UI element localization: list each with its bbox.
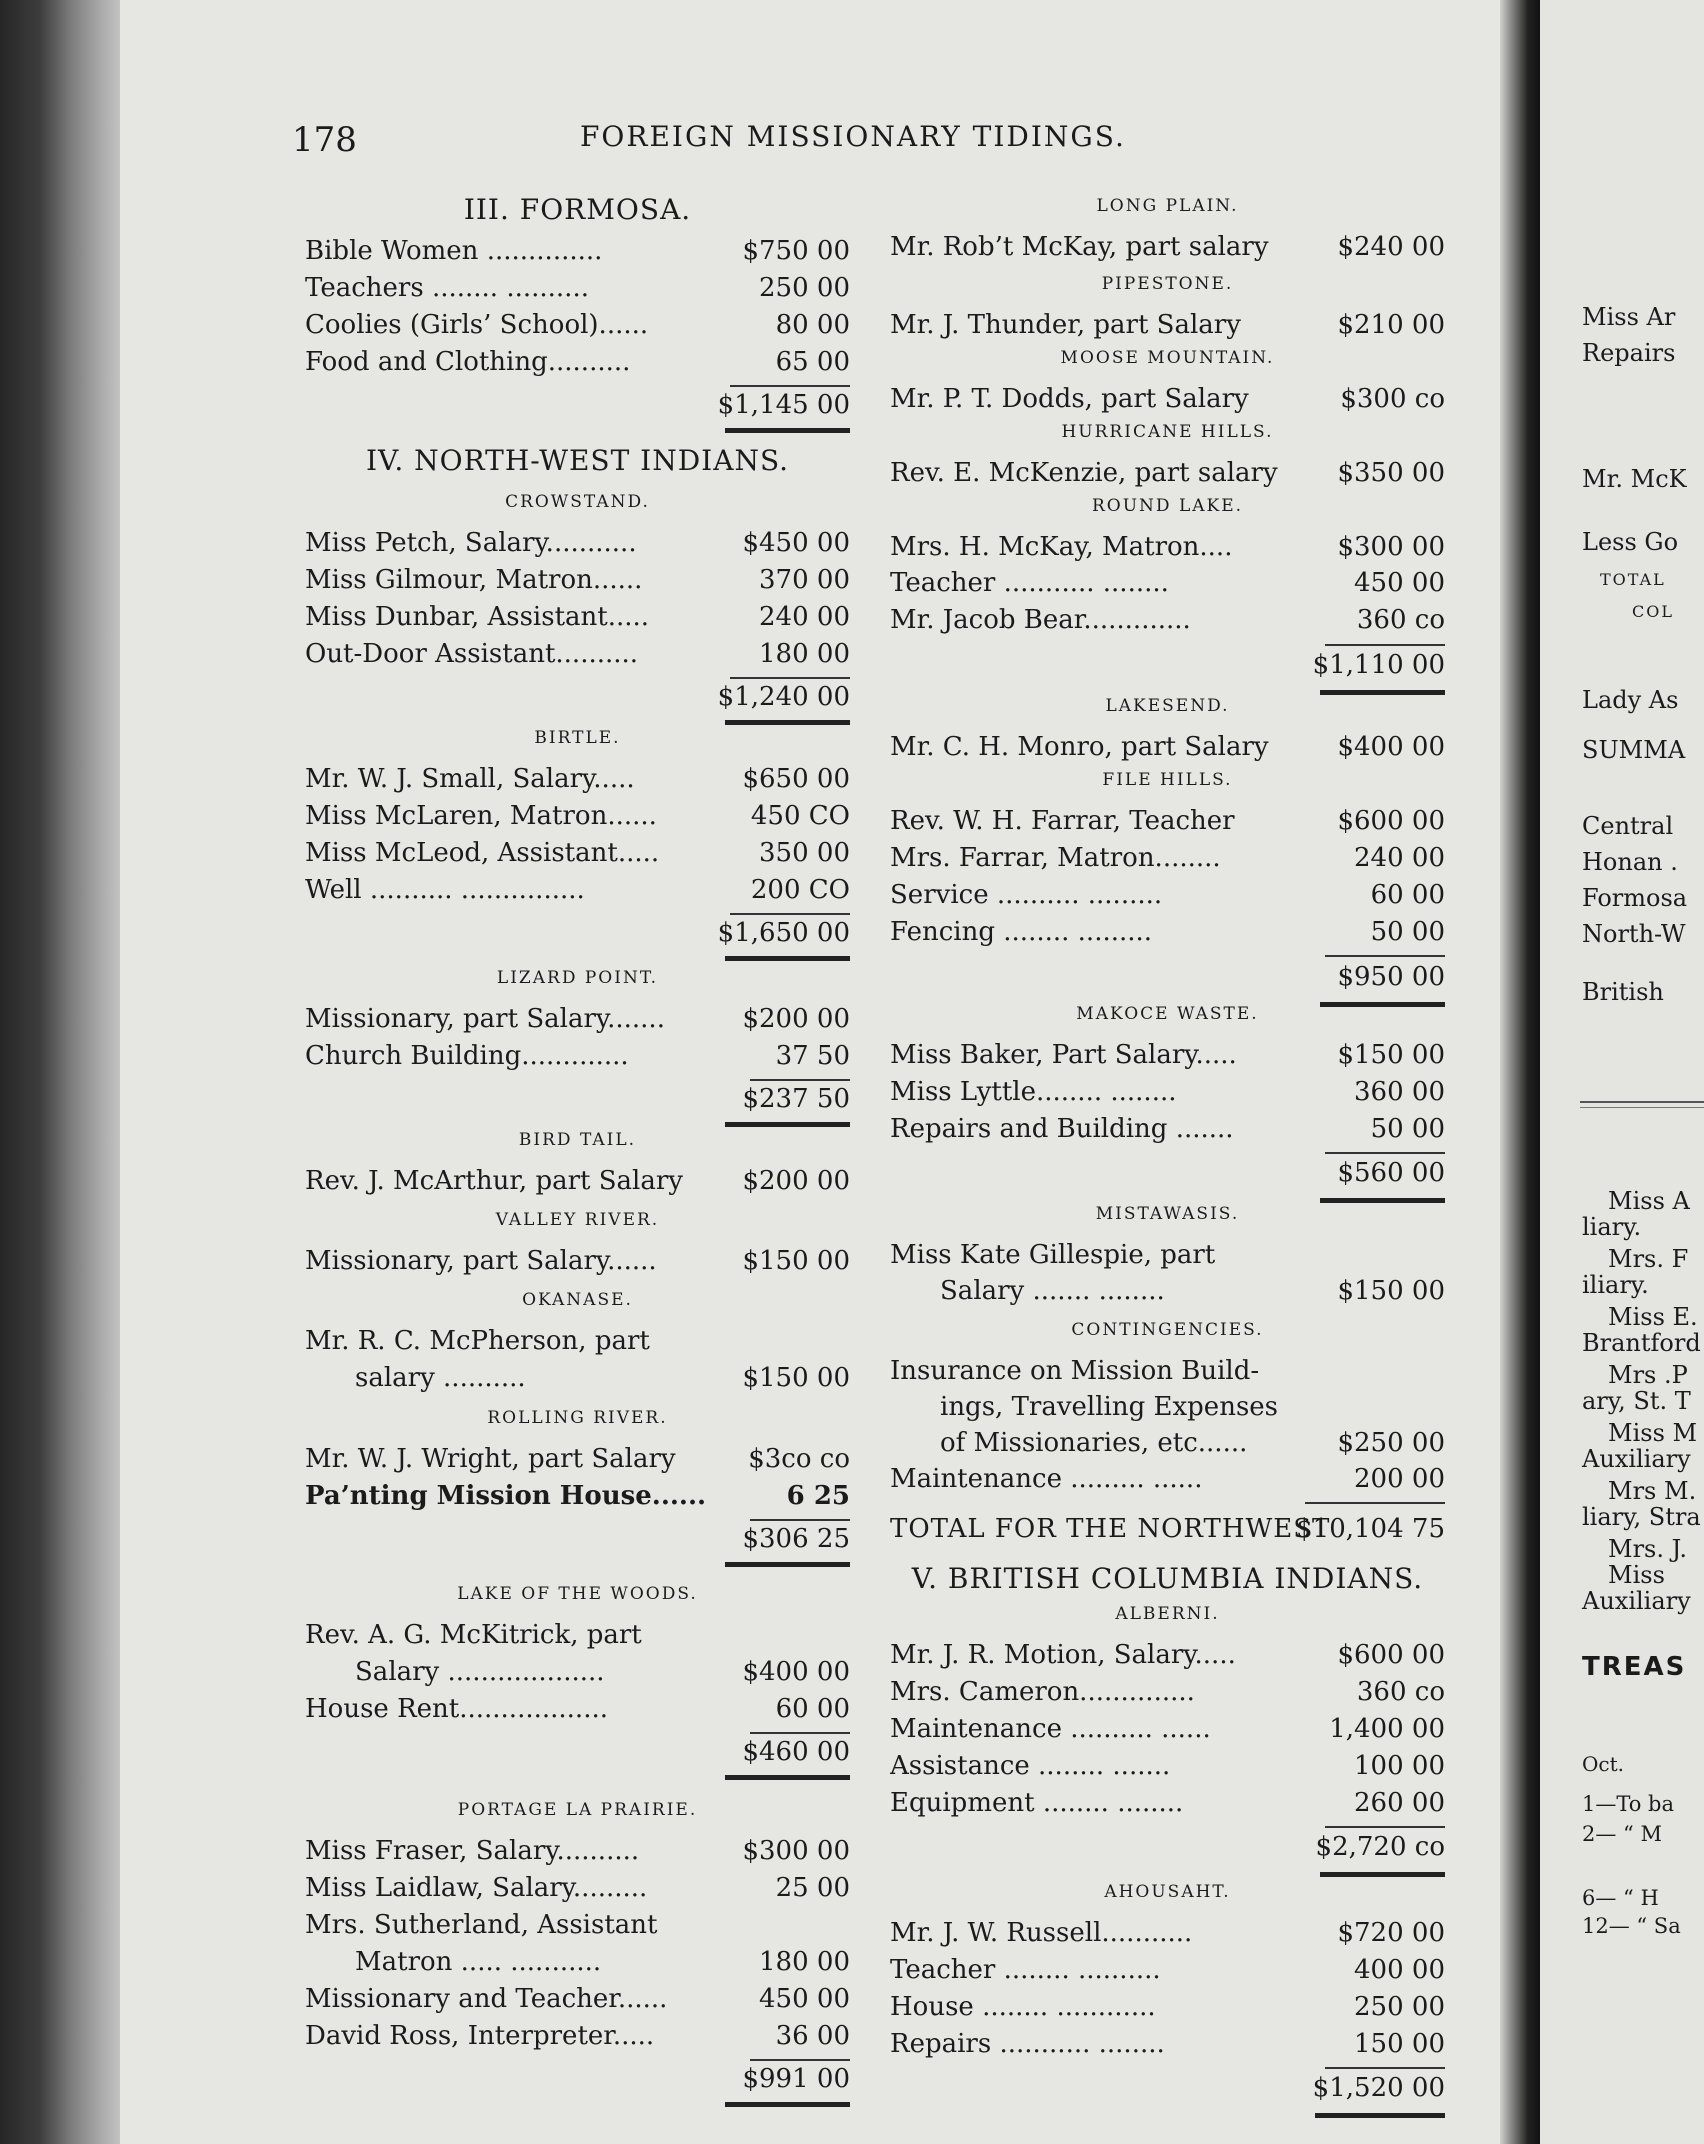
total-bar — [1315, 2113, 1445, 2118]
ledger-row: Missionary and Teacher...... 450 00 — [305, 1984, 850, 2014]
divider — [1580, 1107, 1704, 1108]
fragment: liary, Stra — [1582, 1503, 1701, 1531]
fragment: Less Go — [1582, 528, 1679, 556]
subtotal-rule — [750, 1079, 850, 1081]
fragment: Miss E. — [1608, 1303, 1698, 1331]
station-name: LAKE OF THE WOODS. — [457, 1584, 698, 1604]
ledger-row: Pa’nting Mission House...... 6 25 — [305, 1481, 850, 1511]
station-name: OKANASE. — [522, 1290, 633, 1310]
ledger-row: Out-Door Assistant.......... 180 00 — [305, 639, 850, 669]
page-number: 178 — [292, 120, 357, 160]
ledger-row: Mrs. H. McKay, Matron.... $300 00 — [890, 532, 1445, 562]
station-name: CROWSTAND. — [505, 492, 650, 512]
ledger-row: Mr. W. J. Small, Salary..... $650 00 — [305, 764, 850, 794]
fragment: iliary. — [1582, 1271, 1649, 1299]
ledger-row: Repairs ........... ........ 150 00 — [890, 2029, 1445, 2059]
station-name: CONTINGENCIES. — [1071, 1320, 1264, 1340]
station-name: ALBERNI. — [1115, 1604, 1220, 1624]
ledger-row: David Ross, Interpreter..... 36 00 — [305, 2021, 850, 2051]
ledger-row: Mrs. Sutherland, Assistant — [305, 1910, 658, 1940]
station-name: LONG PLAIN. — [1096, 196, 1239, 216]
station-name: MOOSE MOUNTAIN. — [1060, 348, 1275, 368]
subtotal: $950 00 — [1337, 962, 1445, 992]
ledger-row: Insurance on Mission Build- — [890, 1356, 1260, 1386]
ledger-row: Miss Gilmour, Matron...... 370 00 — [305, 565, 850, 595]
subtotal: $1,650 00 — [717, 918, 850, 948]
ledger-row: Assistance ........ ....... 100 00 — [890, 1751, 1445, 1781]
subtotal-rule — [1305, 1502, 1445, 1504]
fragment: liary. — [1582, 1213, 1642, 1241]
fragment: 12— “ Sa — [1582, 1914, 1681, 1938]
fragment: TOTAL — [1600, 570, 1666, 589]
ledger-row: Maintenance ......... ...... 200 00 — [890, 1464, 1445, 1494]
subtotal-rule — [1325, 955, 1445, 957]
total-bar — [1320, 690, 1445, 695]
ledger-row: Rev. W. H. Farrar, Teacher $600 00 — [890, 806, 1445, 836]
fragment: SUMMA — [1582, 736, 1686, 764]
subtotal: $460 00 — [742, 1737, 850, 1767]
subtotal: $1,240 00 — [717, 682, 850, 712]
station-name: PIPESTONE. — [1101, 274, 1234, 294]
total-bar — [725, 956, 850, 961]
section-title-north-west: IV. NORTH-WEST INDIANS. — [365, 444, 790, 477]
fragment: Repairs — [1582, 339, 1676, 367]
ledger-row: Church Building............. 37 50 — [305, 1041, 850, 1071]
ledger-row: Bible Women .............. $750 00 — [305, 236, 850, 266]
ledger-row: Well .......... ............... 200 CO — [305, 875, 850, 905]
ledger-row: Food and Clothing.......... 65 00 — [305, 347, 850, 377]
station-name: AHOUSAHT. — [1104, 1882, 1231, 1902]
ledger-row: Fencing ........ ......... 50 00 — [890, 917, 1445, 947]
section-title-british-columbia: V. BRITISH COLUMBIA INDIANS. — [911, 1562, 1424, 1595]
fragment: Mrs M. — [1608, 1477, 1697, 1505]
ledger-row: Mrs. Cameron.............. 360 co — [890, 1677, 1445, 1707]
ledger-row: Maintenance .......... ...... 1,400 00 — [890, 1714, 1445, 1744]
subtotal: $1,520 00 — [1312, 2073, 1445, 2103]
fragment: ary, St. T — [1582, 1387, 1691, 1415]
station-name: FILE HILLS. — [1102, 770, 1233, 790]
ledger-row: Service .......... ......... 60 00 — [890, 880, 1445, 910]
station-name: VALLEY RIVER. — [495, 1210, 660, 1230]
total-bar — [1320, 1198, 1445, 1203]
fragment: Honan . — [1582, 848, 1678, 876]
fragment: Central — [1582, 812, 1674, 840]
total-bar — [1320, 1872, 1445, 1877]
station-name: PORTAGE LA PRAIRIE. — [457, 1800, 698, 1820]
fragment: Lady As — [1582, 686, 1679, 714]
ledger-row: Miss Laidlaw, Salary......... 25 00 — [305, 1873, 850, 1903]
ledger-row: Miss McLeod, Assistant..... 350 00 — [305, 838, 850, 868]
ledger-row: Mrs. Farrar, Matron........ 240 00 — [890, 843, 1445, 873]
fragment: Mrs. F — [1608, 1245, 1689, 1273]
ledger-row: Mr. Rob’t McKay, part salary $240 00 — [890, 232, 1445, 262]
gutter-shadow — [1500, 0, 1540, 2144]
fragment: Mrs. J. — [1608, 1535, 1688, 1563]
total-bar — [725, 428, 850, 433]
ledger-row: Miss Kate Gillespie, part — [890, 1240, 1216, 1270]
ledger-row: Coolies (Girls’ School)...... 80 00 — [305, 310, 850, 340]
ledger-row: Rev. A. G. McKitrick, part — [305, 1620, 642, 1650]
station-name: BIRD TAIL. — [518, 1130, 637, 1150]
fragment: Formosa — [1582, 884, 1688, 912]
station-name: BIRTLE. — [534, 728, 621, 748]
subtotal-rule — [1325, 2067, 1445, 2069]
station-name: HURRICANE HILLS. — [1061, 422, 1274, 442]
subtotal-rule — [750, 2059, 850, 2061]
fragment: Oct. — [1582, 1752, 1624, 1776]
ledger-row: Equipment ........ ........ 260 00 — [890, 1788, 1445, 1818]
ledger-row: Miss Baker, Part Salary..... $150 00 — [890, 1040, 1445, 1070]
subtotal: $1,110 00 — [1312, 650, 1445, 680]
station-name: MISTAWASIS. — [1095, 1204, 1240, 1224]
ledger-row: ings, Travelling Expenses — [940, 1392, 1279, 1422]
total-bar — [725, 2102, 850, 2107]
fragment: TREAS — [1582, 1652, 1687, 1682]
subtotal: $306 25 — [742, 1524, 850, 1554]
facing-page — [1540, 0, 1704, 2144]
subtotal-rule — [730, 385, 850, 387]
ledger-row: Salary ................... $400 00 — [355, 1657, 850, 1687]
fragment: 1—To ba — [1582, 1792, 1675, 1816]
station-name: ROUND LAKE. — [1091, 496, 1244, 516]
ledger-row: Missionary, part Salary...... $150 00 — [305, 1246, 850, 1276]
fragment: Brantford — [1582, 1329, 1701, 1357]
fragment: 6— “ H — [1582, 1886, 1659, 1910]
ledger-row: Miss McLaren, Matron...... 450 CO — [305, 801, 850, 831]
station-name: ROLLING RIVER. — [487, 1408, 668, 1428]
station-name: MAKOCE WASTE. — [1076, 1004, 1259, 1024]
fragment: North-W — [1582, 920, 1686, 948]
fragment: Mrs .P — [1608, 1361, 1688, 1389]
ledger-row: House ........ ............ 250 00 — [890, 1992, 1445, 2022]
fragment: COL — [1632, 602, 1674, 621]
fragment: Mr. McK — [1582, 465, 1687, 493]
ledger-row: Rev. J. McArthur, part Salary $200 00 — [305, 1166, 850, 1196]
fragment: Miss M — [1608, 1419, 1698, 1447]
subtotal: $560 00 — [1337, 1158, 1445, 1188]
ledger-row: Miss Fraser, Salary.......... $300 00 — [305, 1836, 850, 1866]
ledger-row: Matron ..... ........... 180 00 — [355, 1947, 850, 1977]
ledger-row: Mr. C. H. Monro, part Salary $400 00 — [890, 732, 1445, 762]
station-name: LIZARD POINT. — [496, 968, 659, 988]
subtotal: $237 50 — [742, 1084, 850, 1114]
ledger-row: Miss Dunbar, Assistant..... 240 00 — [305, 602, 850, 632]
ledger-row: Mr. J. R. Motion, Salary..... $600 00 — [890, 1640, 1445, 1670]
ledger-row: Mr. P. T. Dodds, part Salary $300 co — [890, 384, 1445, 414]
total-bar — [725, 1562, 850, 1567]
section-title-formosa: III. FORMOSA. — [463, 193, 692, 226]
ledger-row: Rev. E. McKenzie, part salary $350 00 — [890, 458, 1445, 488]
fragment: Miss Ar — [1582, 303, 1676, 331]
grand-total-northwest: TOTAL FOR THE NORTHWEST $10,104 75 — [890, 1514, 1445, 1544]
ledger-row: Mr. J. W. Russell........... $720 00 — [890, 1918, 1445, 1948]
subtotal-rule — [730, 913, 850, 915]
ledger-row: Missionary, part Salary....... $200 00 — [305, 1004, 850, 1034]
ledger-row: salary .......... $150 00 — [355, 1363, 850, 1393]
running-header: FOREIGN MISSIONARY TIDINGS. — [580, 120, 1126, 153]
ledger-row: Mr. R. C. McPherson, part — [305, 1326, 650, 1356]
fragment: Auxiliary — [1582, 1445, 1691, 1473]
station-name: LAKESEND. — [1105, 696, 1230, 716]
ledger-row: Mr. Jacob Bear............. 360 co — [890, 605, 1445, 635]
fragment: Miss — [1608, 1561, 1665, 1589]
subtotal: $991 00 — [742, 2064, 850, 2094]
total-bar — [725, 1122, 850, 1127]
ledger-row: Miss Lyttle........ ........ 360 00 — [890, 1077, 1445, 1107]
subtotal-rule — [1325, 644, 1445, 646]
ledger-row: Mr. J. Thunder, part Salary $210 00 — [890, 310, 1445, 340]
fragment: Miss A — [1608, 1187, 1690, 1215]
subtotal: $1,145 00 — [717, 390, 850, 420]
ledger-row: Teacher ........ .......... 400 00 — [890, 1955, 1445, 1985]
subtotal-rule — [750, 1732, 850, 1734]
fragment: British — [1582, 978, 1664, 1006]
ledger-row: Miss Petch, Salary........... $450 00 — [305, 528, 850, 558]
ledger-row: Teacher ........... ........ 450 00 — [890, 568, 1445, 598]
subtotal-rule — [730, 677, 850, 679]
subtotal-rule — [750, 1519, 850, 1521]
fragment: 2— “ M — [1582, 1822, 1662, 1846]
ledger-row: House Rent.................. 60 00 — [305, 1694, 850, 1724]
fragment: Auxiliary — [1582, 1587, 1691, 1615]
ledger-row: Repairs and Building ....... 50 00 — [890, 1114, 1445, 1144]
ledger-row: Mr. W. J. Wright, part Salary $3co co — [305, 1444, 850, 1474]
divider — [1580, 1101, 1704, 1103]
total-bar — [725, 720, 850, 725]
ledger-row: of Missionaries, etc...... $250 00 — [940, 1428, 1445, 1458]
ledger-row: Salary ....... ........ $150 00 — [940, 1276, 1445, 1306]
subtotal-rule — [1325, 1826, 1445, 1828]
total-bar — [725, 1775, 850, 1780]
subtotal: $2,720 co — [1315, 1832, 1445, 1862]
subtotal-rule — [1325, 1152, 1445, 1154]
ledger-row: Teachers ........ .......... 250 00 — [305, 273, 850, 303]
